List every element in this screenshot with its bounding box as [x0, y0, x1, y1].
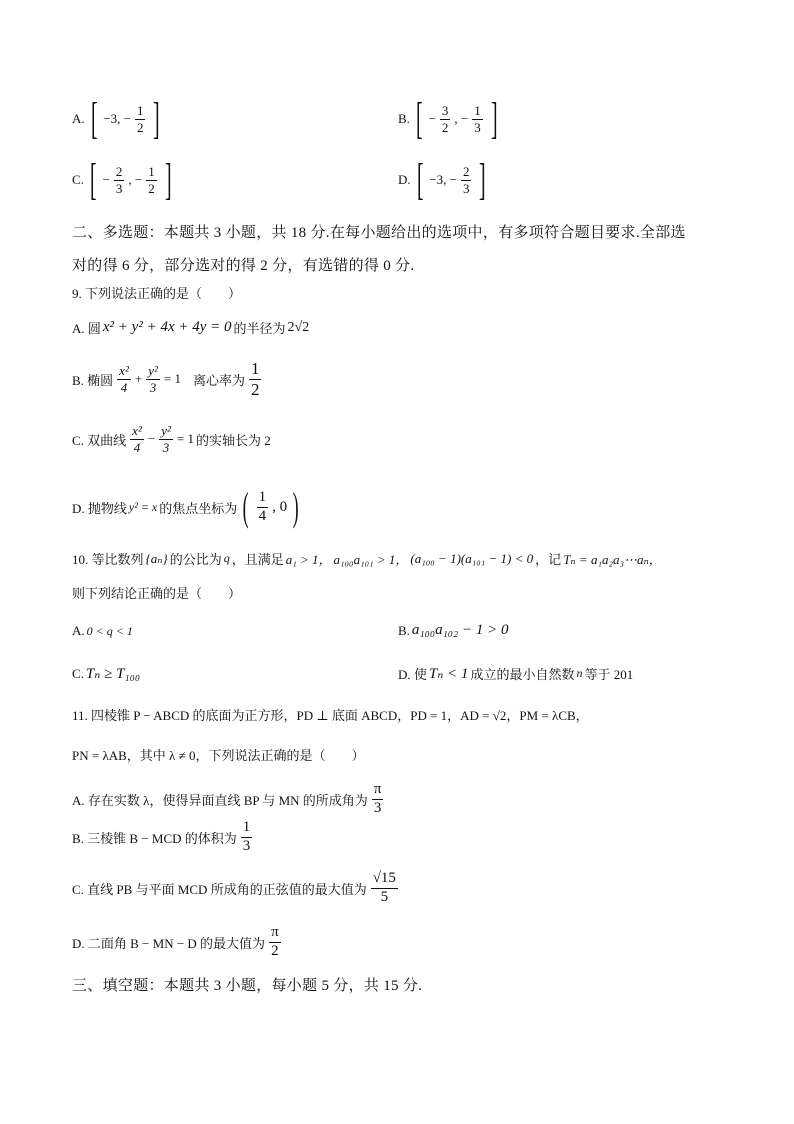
- option-11d: D. 二面角 B − MN − D 的最大值为 $\frac{\pi}{2}$: [72, 924, 279, 959]
- option-prev-c: C. [ − $\frac{2}{3}$ , − $\frac{1}{2}$ ]: [72, 155, 172, 204]
- fraction: $\frac{1}{2}$: [148, 163, 155, 196]
- question-11-stem: 11. 四棱锥 P − ABCD 的底面为正方形，PD ⊥ 底面 ABCD，PD = 1，AD = √2，PM = λCB，: [72, 708, 589, 723]
- section-heading-cont: 对的得 6 分，部分选对的得 2 分，有选错的得 0 分.: [72, 258, 415, 274]
- option-10c: C. Tₙ ≥ T₁₀₀: [72, 665, 141, 682]
- fraction: $\frac{\pi}{2}$: [271, 924, 279, 959]
- fraction: $\frac{\text{x²}}{4}$: [119, 363, 129, 395]
- fraction: $\frac{\text{x²}}{4}$: [132, 423, 142, 455]
- option-9d: D. 抛物线 y² = x 的焦点坐标为 ( $\frac{1}{4}$ , 0 ): [72, 484, 299, 529]
- question-stem: 9. 下列说法正确的是（ ）: [72, 286, 242, 301]
- fraction: $\frac{\pi}{3}$: [373, 781, 382, 816]
- section-heading: 二、多选题：本题共 3 小题，共 18 分.在每小题给出的选项中，有多项符合题目要求.全部选: [72, 225, 686, 241]
- option-prev-d: D. [ −3, − $\frac{2}{3}$ ]: [398, 155, 487, 204]
- fraction: $\frac{1}{4}$: [258, 488, 267, 524]
- option-11b: B. 三棱锥 B − MCD 的体积为 $\frac{1}{3}$: [72, 819, 251, 854]
- option-label: D.: [398, 172, 411, 187]
- fraction: $\frac{√15}{5}$: [372, 870, 396, 905]
- fraction: $\frac{1}{3}$: [242, 819, 251, 854]
- option-expr: −3, −: [103, 111, 131, 126]
- option-9b: B. 椭圆 $\frac{\text{x²}}{4}$ + $\frac{\text{y²}}{3}$ = 1 离心率为 $\frac{1}{2}$: [72, 359, 260, 399]
- math-expr: 2√2: [287, 319, 310, 335]
- math-expr: x² + y² + 4x + 4y = 0: [102, 319, 232, 335]
- fraction: $\frac{1}{2}$: [250, 359, 260, 399]
- fraction: $\frac{1}{3}$: [474, 102, 481, 135]
- bracket-close: ]: [153, 94, 161, 143]
- option-label: A.: [72, 111, 85, 126]
- option-prev-b: B. [ − $\frac{3}{2}$ , − $\frac{1}{3}$ ]: [398, 94, 498, 143]
- fraction: $\frac{2}{3}$: [462, 163, 470, 196]
- question-11-stem-cont: PN = λAB，其中 λ ≠ 0，下列说法正确的是（ ）: [72, 748, 365, 763]
- option-label: C.: [72, 172, 84, 187]
- question-10-stem-cont: 则下列结论正确的是（ ）: [72, 586, 242, 601]
- option-label: B.: [398, 111, 410, 126]
- fraction: $\frac{\text{y²}}{3}$: [148, 363, 158, 395]
- fraction: $\frac{\text{y²}}{3}$: [161, 423, 171, 455]
- option-11a: A. 存在实数 λ，使得异面直线 BP 与 MN 的所成角为 $\frac{\pi}{3}$: [72, 781, 382, 816]
- fraction: $\frac{2}{3}$: [115, 163, 123, 196]
- math-expr: y² = x: [128, 499, 158, 514]
- option-10b: B. a₁₀₀a₁₀₂ − 1 > 0: [398, 622, 509, 638]
- fraction: $\frac{1}{2}$: [136, 102, 144, 135]
- option-prev-a: [72, 94, 164, 143]
- option-9a: A. 圆 x² + y² + 4x + 4y = 0 的半径为 2√2: [72, 319, 310, 336]
- option-10d: D. 使 Tₙ < 1 成立的最小自然数 n 等于 201: [398, 666, 634, 682]
- option-9c: C. 双曲线 $\frac{\text{x²}}{4}$ − $\frac{\text{y²}}{3}$ = 1 的实轴长为 2: [72, 423, 271, 455]
- option-10a: A. 0 < q < 1: [72, 623, 133, 638]
- question-10-stem: 10. 等比数列 {aₙ} 的公比为 q ，且满足 a₁ > 1， a₁₀₀a₁₀₁ > 1， (a₁₀₀ − 1)(a₁₀₁ − 1) < 0 ，记 Tₙ = a₁a₂a₃⋯aₙ，: [72, 550, 662, 567]
- option-11c: C. 直线 PB 与平面 MCD 所成角的正弦值的最大值为 $\frac{√15}{5}$: [72, 870, 396, 905]
- section-heading-3: 三、填空题：本题共 3 小题，每小题 5 分，共 15 分.: [72, 978, 423, 994]
- bracket-open: [: [90, 94, 98, 143]
- fraction: $\frac{3}{2}$: [441, 102, 449, 135]
